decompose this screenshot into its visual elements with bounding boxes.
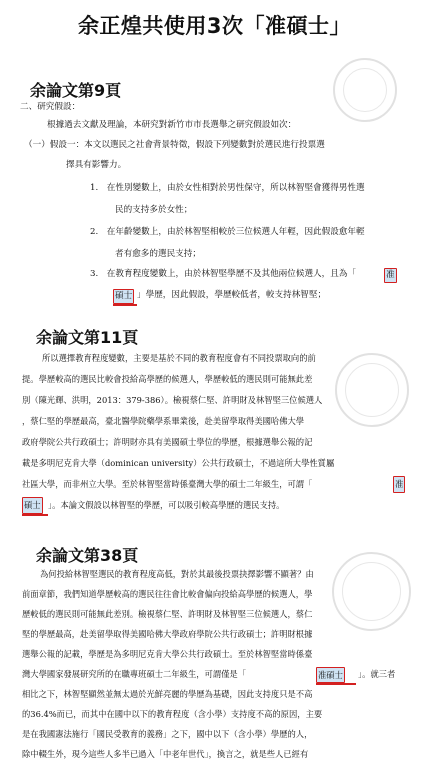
text-line: 根據過去文獻及理論，本研究對新竹市市長選舉之研究假設如次： [47, 120, 297, 130]
highlight-zhun-shuoshi: 碩士 [113, 289, 134, 304]
university-seal-icon [333, 58, 397, 122]
text-line: 者有愈多的選民支持； [115, 249, 201, 259]
section-heading-page38: 余論文第38頁 [36, 546, 139, 565]
red-underline [113, 304, 137, 306]
section-heading-page11: 余論文第11頁 [36, 328, 139, 347]
highlight-zhun-shuoshi: 准 [384, 268, 397, 283]
text-line: 社區大學，而非州立大學。至於林智堅當時係臺灣大學的碩士二年級生，可謂「 [22, 479, 313, 489]
text-line: 是在我國憲法施行「國民受教育的義務」之下，國中以下（含小學）學歷的人， [22, 729, 313, 739]
highlight-zhun-shuoshi: 准 [393, 476, 405, 493]
text-line: 2. 在年齡變數上，由於林智堅相較於三位候選人年輕，因此假設愈年輕 [90, 227, 365, 237]
text-line: 3. 在教育程度變數上，由於林智堅學歷不及其他兩位候選人，且為「 [90, 269, 357, 279]
text-line: 載是多明尼克肯大學（dominican university）公共行政碩士，不過這所大學性質屬 [22, 458, 335, 468]
university-seal-icon [332, 552, 411, 631]
text-line: 所以選擇教育程度變數，主要是基於不同的教育程度會有不同投票取向的前 [42, 353, 316, 363]
text-line: 灣大學國家發展研究所的在職專班碩士二年級生，可謂僅是「 [22, 669, 247, 679]
text-line: 民的支持多於女性； [115, 205, 193, 215]
text-line: 」。本論文假設以林智堅的學歷，可以吸引較高學歷的選民支持。 [48, 500, 285, 510]
highlight-zhun-shuoshi: 碩士 [22, 497, 43, 514]
text-line: 別（陳光輝、洪明，2013：379-386）。檢視蔡仁堅、許明財及林智堅三位候選人 [22, 395, 323, 405]
text-line: 堅的學歷最高，赴美留學取得美國哈佛大學政府學院公共行政碩士；許明財根據 [22, 629, 313, 639]
section-heading-page9: 余論文第9頁 [30, 81, 122, 100]
red-underline [22, 514, 48, 516]
text-line: 為何投給林智堅選民的教育程度高低，對於其最後投票抉擇影響不顯著？由 [40, 569, 314, 579]
text-line: 政府學院公共行政碩士；許明財亦具有美國碩士學位的學歷，根據選舉公報的記 [22, 437, 313, 447]
text-line: 提。學歷較高的選民比較會投給高學歷的候選人，學歷較低的選民則可能無此差 [22, 374, 313, 384]
university-seal-icon [335, 353, 409, 427]
text-line: （一）假設一：本文以選民之社會背景特徵，假設下列變數對於選民進行投票選 [24, 140, 325, 150]
text-line: 擇具有影響力。 [66, 160, 127, 170]
text-line: 除中輟生外，現今這些人多半已過入「中老年世代」，換言之，就是些人已經有 [22, 749, 309, 759]
red-underline [316, 683, 356, 685]
text-line: 」。就三者 [358, 669, 396, 679]
page-title: 余正煌共使用3次「准碩士」 [77, 14, 352, 38]
text-line: ，蔡仁堅的學歷最高，臺北醫學院藥學系畢業後，赴美留學取得美國哈佛大學 [22, 416, 305, 426]
text-line: 前面章節，我們知道學歷較高的選民往往會比較會偏向投給高學歷的候選人，學 [22, 589, 313, 599]
text-line: 相比之下，林智堅顯然並無太過於光鮮亮麗的學歷為基礎，因此支持度只是不高 [22, 689, 313, 699]
highlight-zhun-shuoshi: 准碩士 [316, 667, 345, 683]
text-line: 歷較低的選民則可能無此差別。檢視蔡仁堅、許明財及林智堅三位候選人，蔡仁 [22, 609, 313, 619]
text-line: 二、研究假設： [20, 102, 81, 112]
text-line: 1. 在性別變數上，由於女性相對於男性保守，所以林智堅會獲得男性選 [90, 183, 365, 193]
text-line: 選舉公報的記載，學歷是為多明尼克肯大學公共行政碩士。至於林智堅當時係臺 [22, 649, 313, 659]
text-line: 」學歷，因此假設，學歷較低者，較支持林智堅； [137, 290, 327, 300]
text-line: 的36.4%而已，而其中在國中以下的教育程度（含小學）支持度不高的原因，主要 [22, 709, 323, 719]
